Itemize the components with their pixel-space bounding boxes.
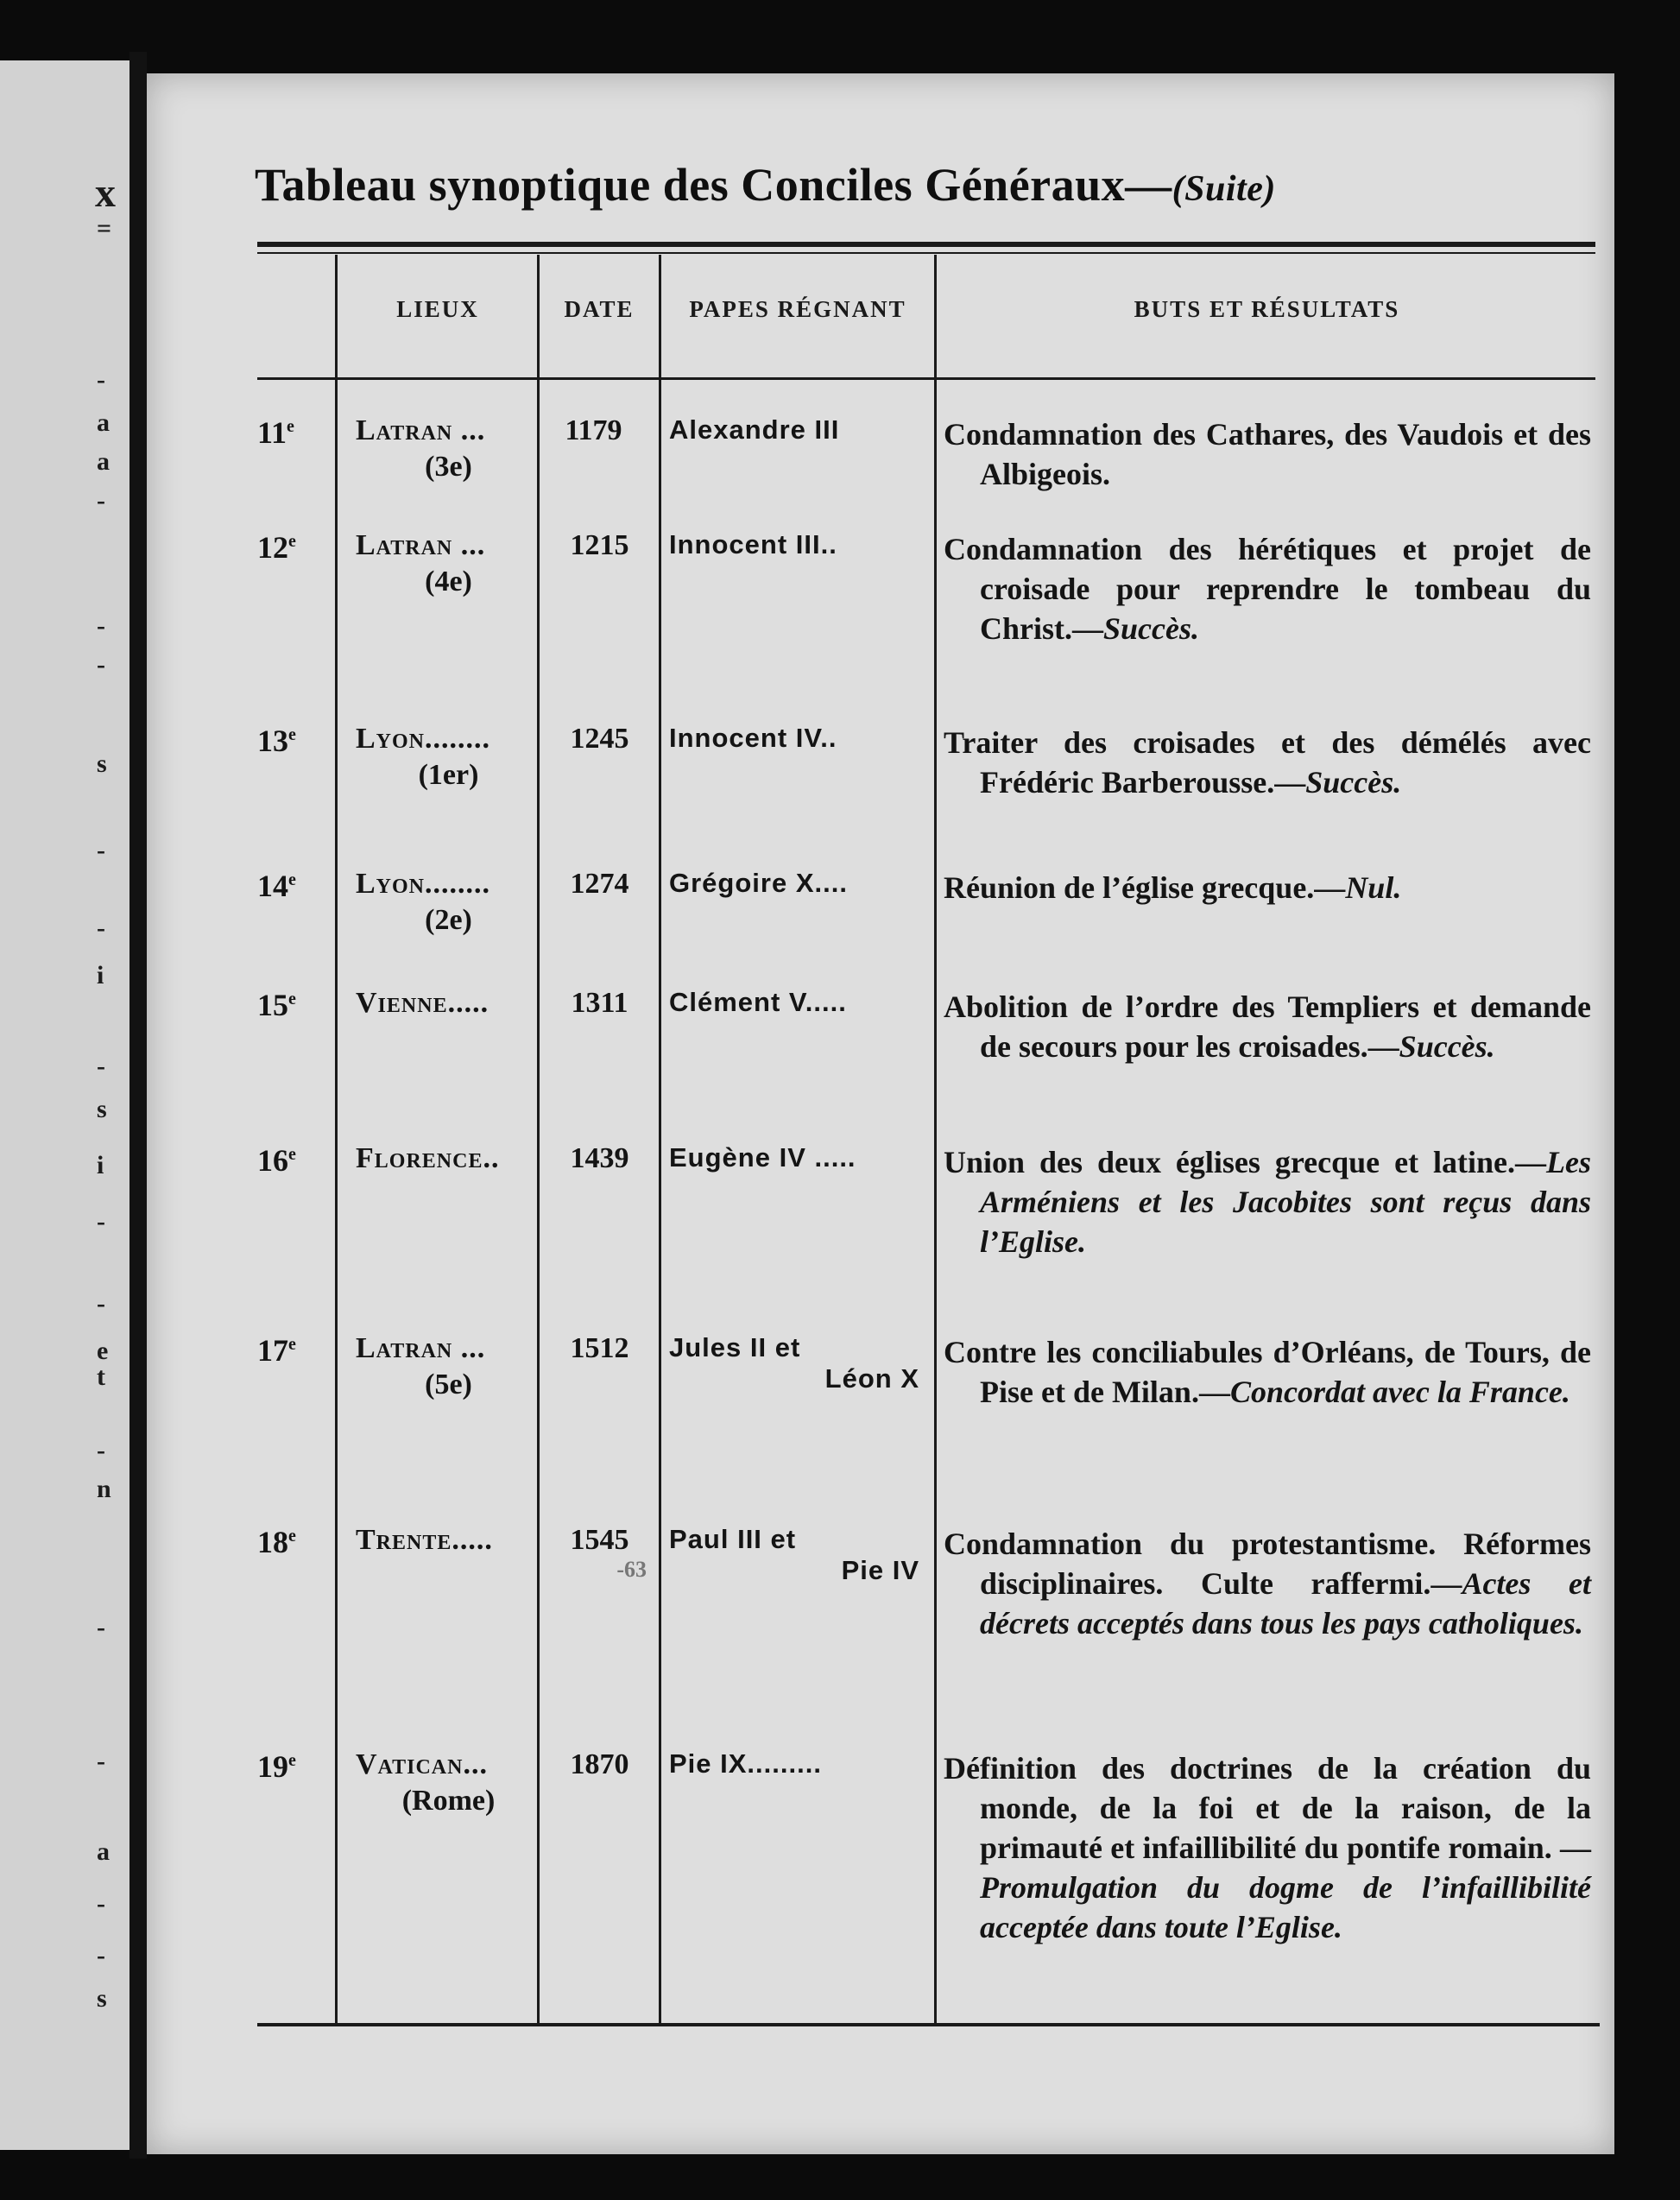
council-place-ordinal: (2e) xyxy=(425,904,472,936)
council-date xyxy=(546,529,654,562)
facing-page-glyph: a xyxy=(97,447,110,476)
council-place xyxy=(356,1524,541,1557)
council-pope-second: Pie IV xyxy=(841,1555,919,1585)
facing-page-glyph: - xyxy=(97,914,105,942)
facing-page-edge xyxy=(0,60,129,2150)
council-place-ordinal: (4e) xyxy=(425,566,472,597)
council-date xyxy=(546,1332,654,1365)
council-number xyxy=(257,529,309,566)
column-divider-papes xyxy=(659,255,661,2023)
council-pope-name: Grégoire X.... xyxy=(669,868,848,898)
council-number-value: 17 xyxy=(257,1333,288,1368)
book-gutter xyxy=(129,52,147,2159)
council-date-value: 1311 xyxy=(571,987,628,1019)
council-place-ordinal: (3e) xyxy=(425,451,472,483)
council-number-suffix: e xyxy=(288,1145,296,1164)
facing-page-glyph: - xyxy=(97,1289,105,1318)
council-number-value: 14 xyxy=(257,869,288,903)
council-pope-second: Léon X xyxy=(824,1363,919,1394)
column-divider-buts xyxy=(934,255,937,2023)
council-purpose xyxy=(944,987,1591,1066)
council-number-suffix: e xyxy=(288,989,296,1008)
council-number-suffix: e xyxy=(288,532,296,551)
council-number xyxy=(257,1142,309,1179)
facing-page-glyph: - xyxy=(97,1747,105,1775)
header-buts: BUTS ET RÉSULTATS xyxy=(1134,296,1400,322)
council-place-name: Vienne..... xyxy=(356,987,489,1019)
header-lieux: LIEUX xyxy=(396,296,479,322)
council-purpose xyxy=(944,868,1591,907)
council-pope-name: Paul III et xyxy=(669,1524,797,1554)
facing-page-glyph: s xyxy=(97,749,107,778)
council-purpose-text: Traiter des croisades et des démélés avec Frédéric Barberousse.— xyxy=(944,725,1591,800)
council-purpose xyxy=(944,414,1591,494)
council-pope xyxy=(669,1332,928,1394)
council-place-name: Trente..... xyxy=(356,1524,493,1556)
council-place-ordinal: (Rome) xyxy=(401,1785,496,1817)
council-pope xyxy=(669,723,928,754)
council-date-value: 1274 xyxy=(570,868,629,900)
council-place xyxy=(356,1748,541,1818)
council-place xyxy=(356,1332,541,1401)
facing-page-glyph: - xyxy=(97,611,105,640)
council-pope xyxy=(669,1524,928,1586)
council-number-suffix: e xyxy=(288,870,296,889)
council-pope-name: Jules II et xyxy=(669,1332,801,1362)
council-number-value: 18 xyxy=(257,1525,288,1559)
council-date xyxy=(546,1142,654,1175)
council-pope xyxy=(669,1748,928,1780)
facing-page-glyph: t xyxy=(97,1362,105,1391)
facing-page-glyph: - xyxy=(97,1613,105,1641)
council-pope xyxy=(669,1142,928,1173)
facing-page-glyph: - xyxy=(97,1889,105,1918)
council-number xyxy=(257,723,309,759)
council-pope-name: Eugène IV ..... xyxy=(669,1142,856,1173)
document-page xyxy=(147,73,1614,2154)
council-date xyxy=(546,723,654,755)
title-main: Tableau synoptique des Conciles Généraux— xyxy=(255,159,1172,211)
council-place-name: Lyon........ xyxy=(356,723,491,755)
facing-page-glyph: - xyxy=(97,650,105,679)
council-date xyxy=(546,987,654,1020)
council-purpose-text: Définition des doctrines de la création du monde, de la foi et de la raison, de la primauté et infaillibilité du pontife romain. — xyxy=(944,1751,1591,1865)
council-place xyxy=(356,987,541,1020)
council-number xyxy=(257,414,309,451)
council-number-suffix: e xyxy=(288,1527,296,1546)
council-result: Nul. xyxy=(1345,870,1402,905)
council-number-value: 19 xyxy=(257,1749,288,1784)
council-number-value: 15 xyxy=(257,988,288,1022)
council-date-value: 1439 xyxy=(570,1142,629,1174)
page-title xyxy=(255,158,1601,212)
council-date xyxy=(546,868,654,901)
facing-page-glyph: a xyxy=(97,1837,110,1866)
top-rule-thin xyxy=(257,252,1595,254)
council-purpose-text: Condamnation du protestantisme. Réformes disciplinaires. Culte raffermi.— xyxy=(944,1527,1591,1601)
council-result: Succès. xyxy=(1305,765,1402,800)
council-purpose xyxy=(944,1524,1591,1643)
council-date-end: -63 xyxy=(616,1557,647,1582)
facing-page-glyph: - xyxy=(97,1052,105,1080)
council-number xyxy=(257,868,309,904)
council-place xyxy=(356,723,541,792)
council-number-suffix: e xyxy=(288,725,296,744)
council-date xyxy=(540,414,647,447)
council-pope xyxy=(669,414,928,446)
council-number xyxy=(257,1748,309,1785)
council-pope-name: Innocent III.. xyxy=(669,529,837,559)
council-pope-name: Pie IX......... xyxy=(669,1748,822,1779)
council-date-value: 1215 xyxy=(570,529,629,561)
bottom-rule xyxy=(257,2023,1600,2026)
council-place-name: Latran ... xyxy=(356,414,486,446)
council-number xyxy=(257,987,309,1023)
council-place-name: Lyon........ xyxy=(356,868,491,900)
council-pope-name: Alexandre III xyxy=(669,414,840,445)
council-date-value: 1545 xyxy=(570,1524,629,1556)
council-place-name: Florence.. xyxy=(356,1142,500,1174)
facing-page-glyph: e xyxy=(97,1337,109,1365)
council-number-value: 13 xyxy=(257,724,288,758)
council-place-name: Latran ... xyxy=(356,1332,486,1364)
council-number-suffix: e xyxy=(288,1751,296,1770)
facing-page-glyph: n xyxy=(97,1475,111,1503)
council-place xyxy=(356,414,541,484)
council-place xyxy=(356,1142,541,1175)
facing-page-glyph: x xyxy=(95,170,116,216)
council-date-value: 1870 xyxy=(570,1748,629,1780)
council-pope-name: Clément V..... xyxy=(669,987,847,1017)
facing-page-glyph: s xyxy=(97,1095,107,1123)
council-purpose-text: Abolition de l’ordre des Templiers et demande de secours pour les croisades.— xyxy=(944,989,1591,1064)
facing-page-glyph: - xyxy=(97,365,105,394)
council-purpose-text: Contre les conciliabules d’Orléans, de Tours, de Pise et de Milan.— xyxy=(944,1335,1591,1409)
council-purpose-text: Condamnation des Cathares, des Vaudois et des Albigeois. xyxy=(944,417,1591,491)
council-purpose-text: Condamnation des hérétiques et projet de croisade pour reprendre le tombeau du Christ.— xyxy=(944,532,1591,646)
council-purpose xyxy=(944,723,1591,802)
council-purpose xyxy=(944,529,1591,648)
facing-page-glyph: - xyxy=(97,836,105,864)
header-rule xyxy=(257,377,1595,380)
council-date xyxy=(546,1524,654,1583)
council-number-value: 12 xyxy=(257,530,288,565)
council-number-value: 11 xyxy=(257,415,287,450)
council-result: Actes et décrets acceptés dans tous les pays catholiques. xyxy=(980,1566,1591,1641)
council-result: Promulgation du dogme de l’infaillibilité acceptée dans toute l’Eglise. xyxy=(980,1870,1591,1944)
council-purpose xyxy=(944,1748,1591,1947)
council-place-ordinal: (5e) xyxy=(425,1369,472,1400)
council-place-ordinal: (1er) xyxy=(418,759,479,791)
council-date-value: 1179 xyxy=(565,414,622,446)
title-suite: (Suite) xyxy=(1172,169,1276,209)
facing-page-glyph: - xyxy=(97,1436,105,1464)
header-papes: PAPES RÉGNANT xyxy=(689,296,906,322)
council-result: Concordat avec la France. xyxy=(1229,1375,1570,1409)
council-date-value: 1245 xyxy=(570,723,629,755)
facing-page-glyph: s xyxy=(97,1984,107,2013)
council-result: Succès. xyxy=(1399,1029,1495,1064)
council-date xyxy=(546,1748,654,1781)
facing-page-glyph: - xyxy=(97,1941,105,1969)
council-place-name: Vatican... xyxy=(356,1748,488,1780)
council-result: Les Arméniens et les Jacobites sont reçus dans l’Eglise. xyxy=(980,1145,1591,1259)
facing-page-glyph: i xyxy=(97,1151,104,1179)
facing-page-glyph: - xyxy=(97,1207,105,1236)
column-divider-lieux xyxy=(335,255,338,2023)
facing-page-glyph: i xyxy=(97,961,104,989)
council-number-suffix: e xyxy=(288,1335,296,1354)
top-rule-thick xyxy=(257,242,1595,247)
council-place xyxy=(356,868,541,937)
council-number-value: 16 xyxy=(257,1143,288,1178)
council-purpose xyxy=(944,1332,1591,1412)
header-date: DATE xyxy=(564,296,635,322)
council-pope xyxy=(669,987,928,1018)
facing-page-glyph: = xyxy=(97,214,112,243)
facing-page-glyph: - xyxy=(97,486,105,515)
council-result: Succès. xyxy=(1103,611,1199,646)
council-pope xyxy=(669,529,928,560)
council-number-suffix: e xyxy=(287,417,294,436)
council-purpose-text: Réunion de l’église grecque.— xyxy=(944,870,1346,905)
council-purpose xyxy=(944,1142,1591,1261)
council-number xyxy=(257,1332,309,1369)
council-date-value: 1512 xyxy=(570,1332,629,1364)
council-pope-name: Innocent IV.. xyxy=(669,723,837,753)
council-place-name: Latran ... xyxy=(356,529,486,561)
council-pope xyxy=(669,868,928,899)
council-purpose-text: Union des deux églises grecque et latine.— xyxy=(944,1145,1547,1179)
council-place xyxy=(356,529,541,598)
facing-page-glyph: a xyxy=(97,408,110,437)
council-number xyxy=(257,1524,309,1560)
